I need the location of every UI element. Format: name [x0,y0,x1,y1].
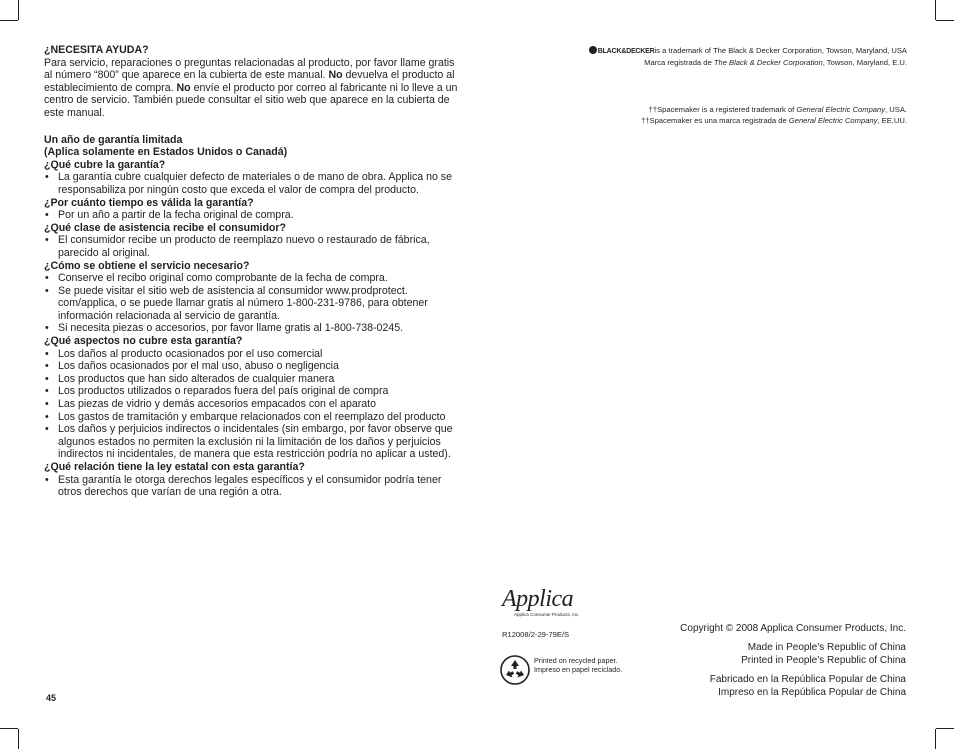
printed-es: Impreso en la República Popular de China [718,686,906,698]
made-en: Made in People’s Republic of China [747,642,906,653]
applica-logo-subtitle: Applica Consumer Products, Inc. [514,612,580,617]
spacemaker-line-es [641,116,907,127]
recycled-paper-note [534,656,622,675]
list-item: • La garantía cubre cualquier defecto de materiales o de mano de obra. Applica no se responsabiliza por ningún costo que exceda el valor de compra del producto. [44,171,458,196]
question-assistance: ¿Qué clase de asistencia recibe el consumidor? [44,221,286,234]
spacemaker-line-en [641,105,907,116]
question-state-law: ¿Qué relación tiene la ley estatal con esta garantía? [44,461,305,473]
crop-mark [935,729,936,749]
printed-en: Printed in People’s Republic of China [741,654,906,666]
list-item: • El consumidor recibe un producto de reemplazo nuevo o restaurado de fábrica, parecido al original. [44,234,458,259]
warranty-subtitle: (Aplica solamente en Estados Unidos o Canadá) [44,146,288,159]
spacemaker-en-suffix: , USA. [885,105,907,114]
service-list [44,272,458,335]
crop-mark [0,728,18,729]
black-decker-logo-text: BLACK&DECKER [597,48,655,55]
trademark-es-company: The Black & Decker Corporation [713,57,823,67]
question-coverage: ¿Qué cubre la garantía? [44,158,166,171]
origin-es [710,674,906,700]
crop-mark [936,728,954,729]
list-item: • Los gastos de tramitación y embarque relacionados con el reemplazo del producto [44,411,458,424]
list-item: • Conserve el recibo original como comprobante de la fecha de compra. [44,272,458,285]
recycle-icon [500,655,530,685]
trademark-notice [589,46,907,68]
trademark-text-en: is a trademark of The Black & Decker Corporation, Towson, Maryland, USA [654,46,907,55]
applica-logo-word: Applica [502,586,574,612]
spacer [44,120,458,134]
spacemaker-es-suffix: , EE.UU. [877,115,907,125]
assistance-list [44,234,458,259]
list-item: • Los productos utilizados o reparados fuera del país original de compra [44,385,458,398]
warranty-column [44,44,458,499]
trademark-es-suffix: , Towson, Maryland, E.U. [822,57,907,67]
list-item: • Los daños ocasionados por el mal uso, abuso o negligencia [44,360,458,373]
trademark-line-es [589,58,907,69]
made-es: Fabricado en la República Popular de China [709,674,906,685]
question-duration: ¿Por cuánto tiempo es válida la garantía? [44,196,254,209]
help-title: ¿NECESITA AYUDA? [44,44,149,56]
help-text-2: devuelva el producto al establecimiento de compra. [44,69,455,94]
origin-en [741,642,906,668]
spacemaker-notice [641,105,907,126]
help-paragraph [44,57,458,120]
state-law-list [44,474,458,499]
spacemaker-es-prefix: ††Spacemaker es una marca registrada de [641,115,789,125]
spacemaker-es-company: General Electric Company [788,115,878,125]
list-item: • Si necesita piezas o accesorios, por favor llame gratis al 1-800-738-0245. [44,322,458,335]
list-item: • Los daños al producto ocasionados por el uso comercial [44,348,458,361]
recycled-en: Printed on recycled paper. [534,656,618,665]
crop-mark [18,0,19,20]
help-text-1: Para servicio, reparaciones o preguntas relacionadas al producto, por favor llame gratis al número “800” que aparece en la cubierta de este manual. [44,56,455,82]
list-item: • Las piezas de vidrio y demás accesorios empacados con el aparato [44,398,458,411]
crop-mark [18,729,19,749]
trademark-es-prefix: Marca registrada de [644,57,714,67]
trademark-line-en [589,46,907,58]
question-exclusions: ¿Qué aspectos no cubre esta garantía? [44,335,243,348]
catalog-code: R12008/2-29-79E/S [502,630,570,639]
help-no-1: No [328,69,343,82]
spacemaker-en-company: General Electric Company [796,105,886,114]
black-decker-logo-icon [589,46,597,54]
list-item: • Se puede visitar el sitio web de asistencia al consumidor www.prodprotect. com/applica, o se puede llamar gratis al número 1-800-231-9786, para obtener información relacionada al servicio de garantía. [44,285,458,323]
list-item: • Los daños y perjuicios indirectos o incidentales (sin embargo, por favor observe que algunos estados no permiten la exclusión ni la limitación de los daños y perjuicios indirectos ni incidentales, de manera que esta restricción podría no aplicar a usted). [44,423,458,461]
crop-mark [935,0,936,20]
exclusions-list [44,348,458,461]
list-item: • Por un año a partir de la fecha original de compra. [44,209,458,222]
help-no-2: No [176,81,191,94]
coverage-list [44,171,458,196]
crop-mark [936,20,954,21]
spacemaker-en-prefix: ††Spacemaker is a registered trademark of [648,105,797,114]
page-number: 45 [46,693,57,703]
copyright: Copyright © 2008 Applica Consumer Products, Inc. [680,623,906,634]
recycled-es: Impreso en papel reciclado. [534,665,623,675]
list-item: • Los productos que han sido alterados de cualquier manera [44,373,458,386]
list-item: • Esta garantía le otorga derechos legales específicos y el consumidor podría tener otros derechos que varían de una región a otra. [44,474,458,499]
warranty-title: Un año de garantía limitada [44,133,183,146]
help-text-3: envíe el producto por correo al fabricante ni lo lleve a un centro de servicio. También puede consultar el sitio web que aparece en la cubierta de este manual. [44,81,458,119]
duration-list [44,209,458,222]
crop-mark [0,20,18,21]
applica-logo-icon [502,587,582,617]
question-service: ¿Cómo se obtiene el servicio necesario? [44,259,250,272]
